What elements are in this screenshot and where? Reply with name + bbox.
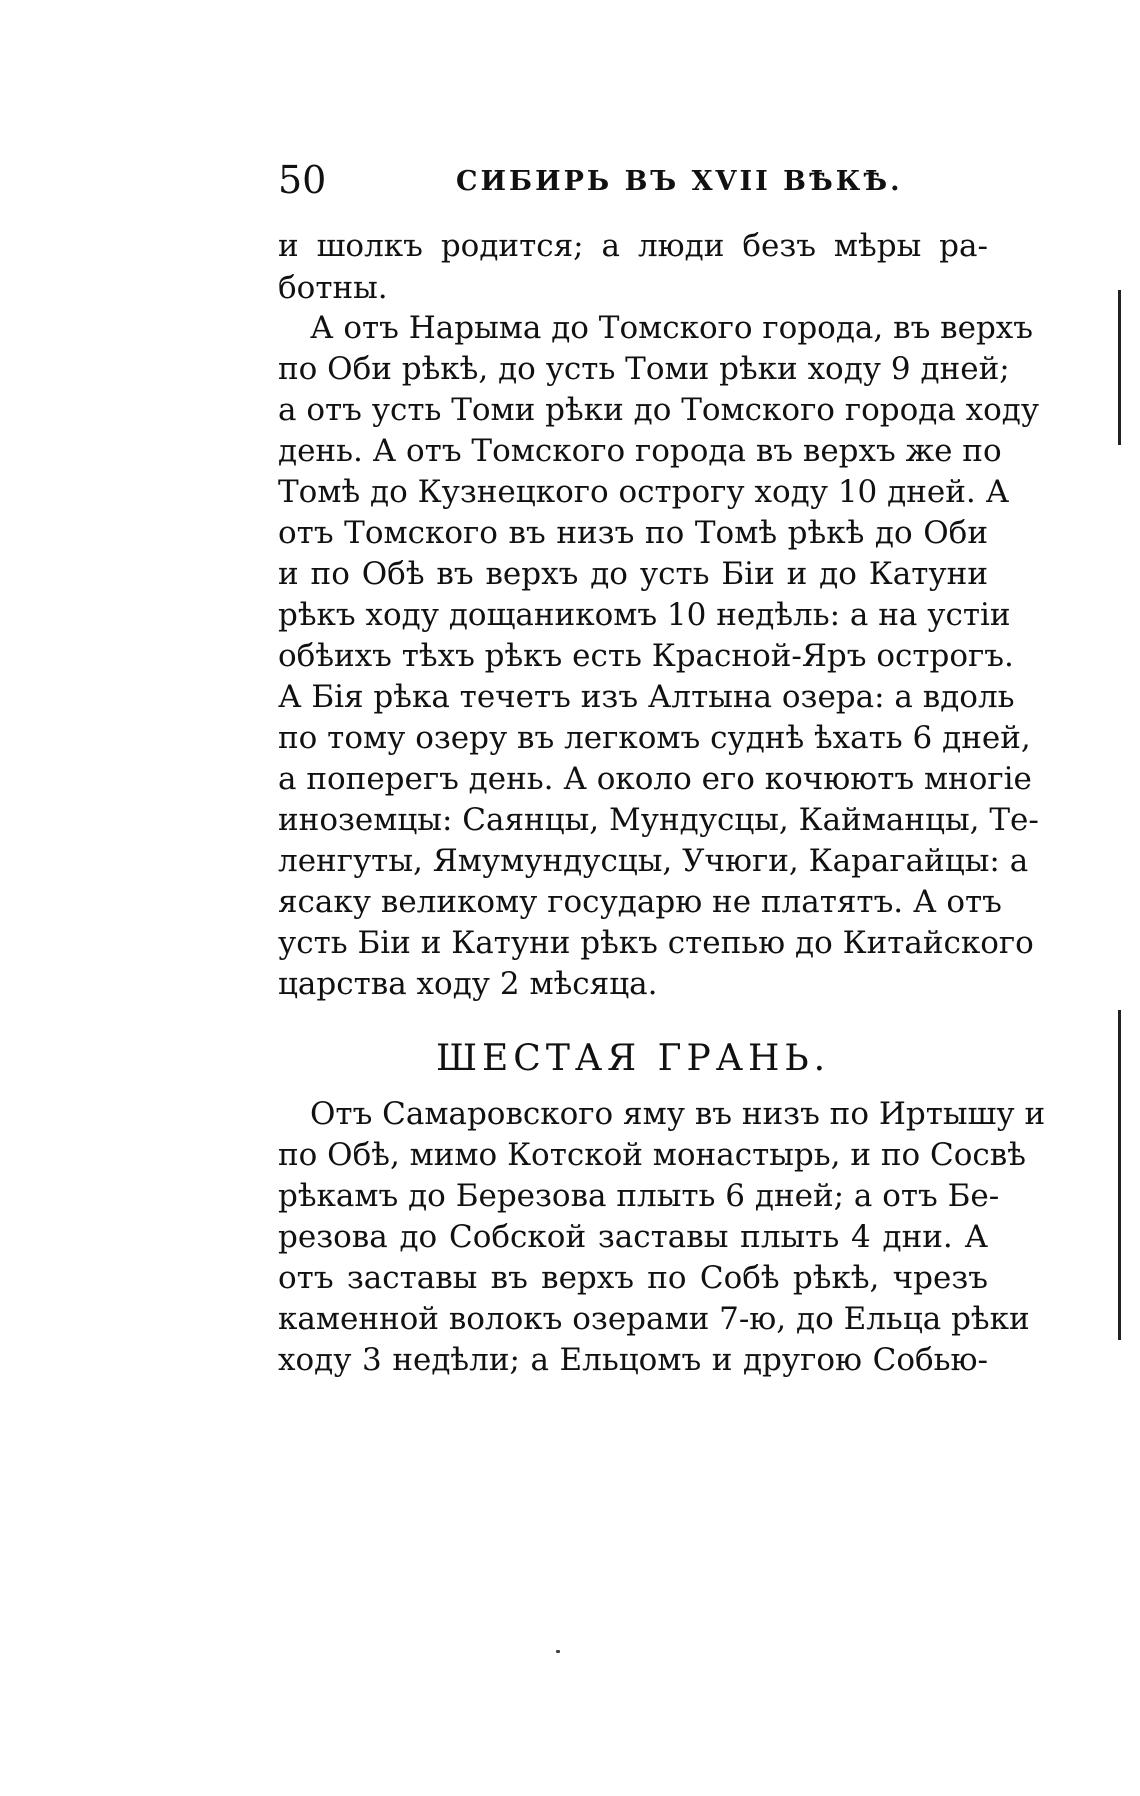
text-line: ясаку великому государю не платятъ. А отъ: [278, 884, 1002, 920]
text-line: по Обѣ, мимо Котской монастырь, и по Сосвѣ: [278, 1137, 1026, 1173]
text-line: и шолкъ родится; а люди безъ мѣры ра-: [278, 228, 988, 264]
text-line: рѣкамъ до Березова плыть 6 дней; а отъ Бе-: [278, 1178, 1000, 1214]
running-title: СИБИРЬ ВЪ XVII ВѢКѢ.: [456, 166, 903, 197]
text-line: усть Біи и Катуни рѣкъ степью до Китайского: [278, 925, 1034, 961]
text-line: А Бія рѣка течетъ изъ Алтына озера: а вдоль: [278, 679, 1015, 715]
text-line: резова до Собской заставы плыть 4 дни. А: [278, 1219, 988, 1255]
text-line: ходу 3 недѣли; а Ельцомъ и другою Собью-: [278, 1342, 988, 1378]
section-heading: ШЕСТАЯ ГРАНЬ.: [435, 1038, 831, 1079]
margin-rule: [1118, 290, 1121, 445]
text-line: А отъ Нарыма до Томского города, въ верхъ: [310, 310, 1033, 346]
page-header: [278, 158, 988, 202]
text-line: ботны.: [278, 270, 388, 306]
text-line: ленгуты, Ямумундусцы, Учюги, Карагайцы: а: [278, 843, 1029, 879]
text-line: день. А отъ Томского города въ верхъ же по: [278, 433, 1002, 469]
scan-speck: [556, 1650, 560, 1653]
text-line: отъ заставы въ верхъ по Собѣ рѣкѣ, чрезъ: [278, 1260, 988, 1296]
text-line: отъ Томского въ низъ по Томѣ рѣкѣ до Оби: [278, 515, 988, 551]
text-line: а отъ усть Томи рѣки до Томского города ходу: [278, 392, 1040, 428]
text-line: Томѣ до Кузнецкого острогу ходу 10 дней. А: [278, 474, 1010, 510]
page-number: 50: [278, 158, 327, 202]
text-line: каменной волокъ озерами 7-ю, до Ельца рѣки: [278, 1301, 1030, 1337]
text-line: рѣкъ ходу дощаникомъ 10 недѣль: а на устіи: [278, 597, 1011, 633]
text-line: и по Обѣ въ верхъ до усть Біи и до Катуни: [278, 556, 988, 592]
text-line: по Оби рѣкѣ, до усть Томи рѣки ходу 9 дней;: [278, 351, 1010, 387]
text-line: царства ходу 2 мѣсяца.: [278, 966, 658, 1002]
text-line: а поперегъ день. А около его кочюютъ многіе: [278, 761, 1032, 797]
margin-rule: [1118, 1010, 1121, 1340]
text-line: по тому озеру въ легкомъ суднѣ ѣхать 6 дней,: [278, 720, 1031, 756]
text-line: иноземцы: Саянцы, Мундусцы, Кайманцы, Те-: [278, 802, 1039, 838]
text-line: обѣихъ тѣхъ рѣкъ есть Красной-Яръ острогъ.: [278, 638, 1014, 674]
text-line: Отъ Самаровского яму въ низъ по Иртышу и: [310, 1096, 1046, 1132]
